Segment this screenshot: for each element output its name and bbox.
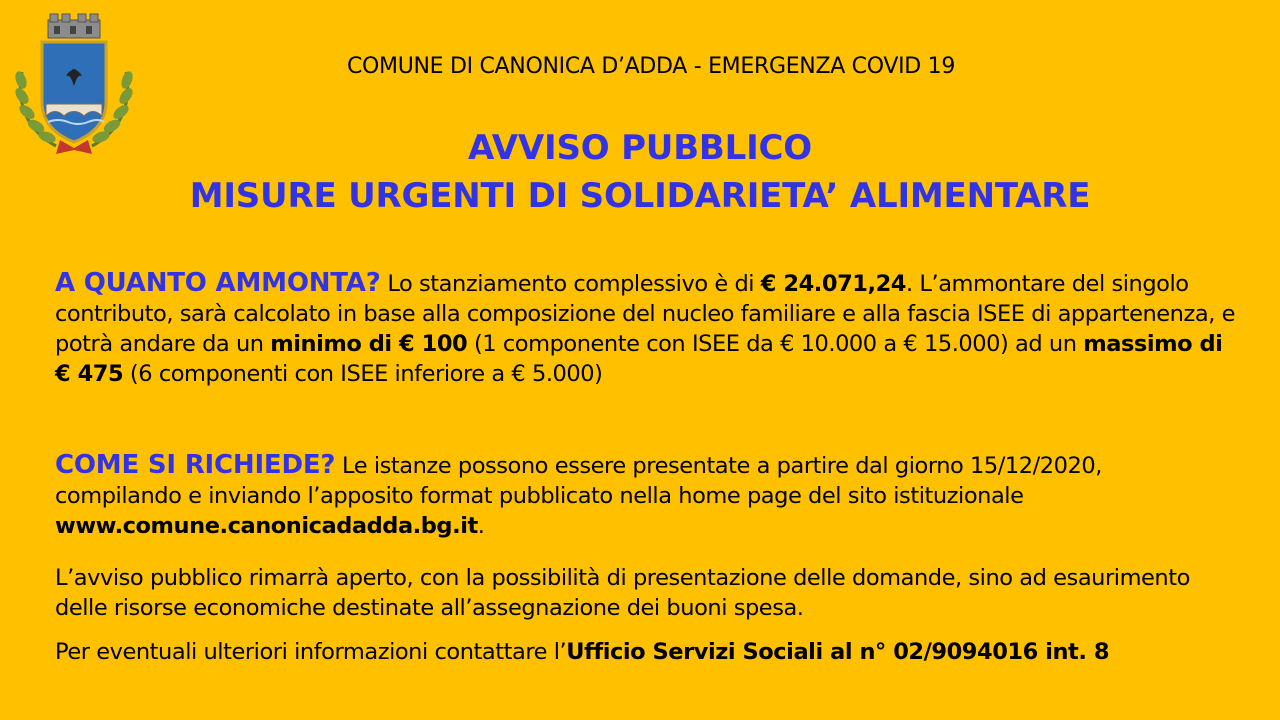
minimum-amount: minimo di € 100 bbox=[270, 331, 468, 357]
request-section bbox=[55, 450, 1235, 541]
amount-text-2: . L’ammontare del singolo contributo, sarà calcolato in base alla composizione del nucleo familiare e alla fascia ISEE di appartenenza, e potrà andare da un bbox=[55, 271, 1235, 357]
amount-text-4: (6 componenti con ISEE inferiore a € 5.000) bbox=[123, 361, 603, 387]
notice-subtitle: MISURE URGENTI DI SOLIDARIETA’ ALIMENTARE bbox=[189, 176, 1091, 216]
request-question: COME SI RICHIEDE? bbox=[55, 450, 336, 480]
amount-text-3: (1 componente con ISEE da € 10.000 a € 15.000) ad un bbox=[467, 331, 1084, 357]
header-municipality: COMUNE DI CANONICA D’ADDA - EMERGENZA COVID 19 bbox=[346, 54, 956, 79]
request-text-1: Le istanze possono essere presentate a partire dal giorno 15/12/2020, compilando e inviando l’apposito format pubblicato nella home page del sito istituzionale bbox=[55, 453, 1102, 509]
contact-text: Per eventuali ulteriori informazioni contattare l’ bbox=[55, 639, 567, 665]
request-text-2: . bbox=[477, 513, 485, 539]
total-amount: € 24.071,24 bbox=[760, 271, 907, 297]
availability-paragraph: L’avviso pubblico rimarrà aperto, con la possibilità di presentazione delle domande, sino ad esaurimento delle risorse economiche destinate all’assegnazione dei buoni spesa. bbox=[55, 565, 1190, 621]
amount-section bbox=[55, 268, 1235, 389]
website-link[interactable]: www.comune.canonicadadda.bg.it bbox=[55, 513, 478, 539]
contact-section bbox=[55, 637, 1235, 667]
amount-text-1: Lo stanziamento complessivo è di bbox=[380, 271, 761, 297]
notice-title: AVVISO PUBBLICO bbox=[467, 128, 813, 168]
amount-question: A QUANTO AMMONTA? bbox=[55, 268, 381, 298]
contact-office-phone: Ufficio Servizi Sociali al n° 02/9094016 int. 8 bbox=[566, 639, 1110, 665]
maximum-amount: massimo di € 475 bbox=[55, 331, 1223, 387]
